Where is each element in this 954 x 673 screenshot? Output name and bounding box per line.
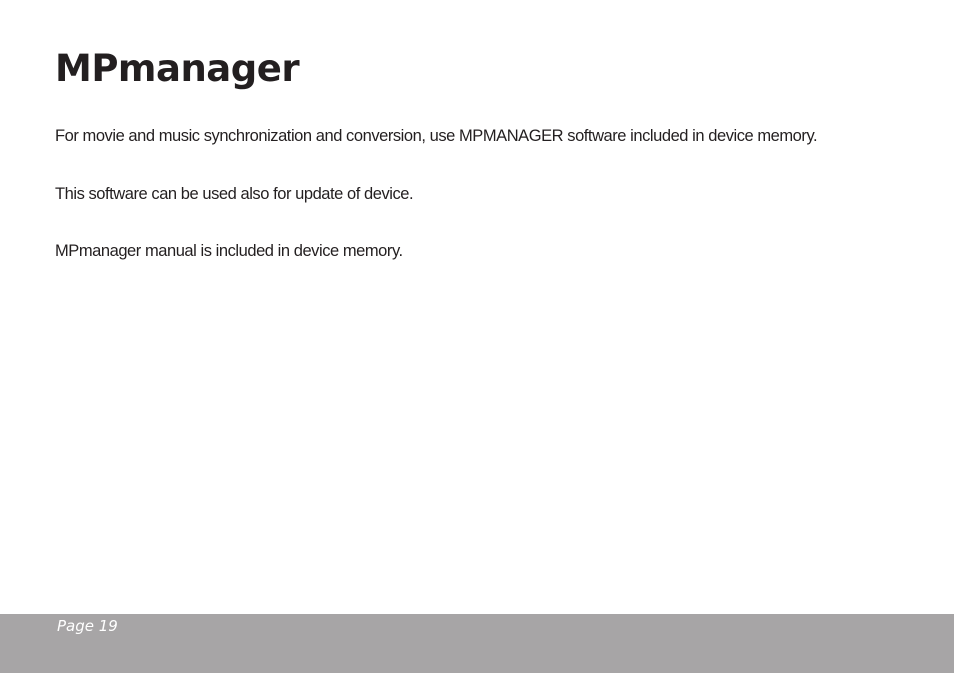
paragraph-update: This software can be used also for update of device.	[55, 185, 414, 203]
paragraph-manual-location: MPmanager manual is included in device memory.	[55, 242, 403, 260]
page-number: Page 19	[57, 617, 118, 635]
page-footer	[0, 614, 954, 673]
page-title: MPmanager	[55, 47, 300, 90]
paragraph-sync-conversion: For movie and music synchronization and conversion, use MPMANAGER software included in device memory.	[55, 127, 818, 145]
